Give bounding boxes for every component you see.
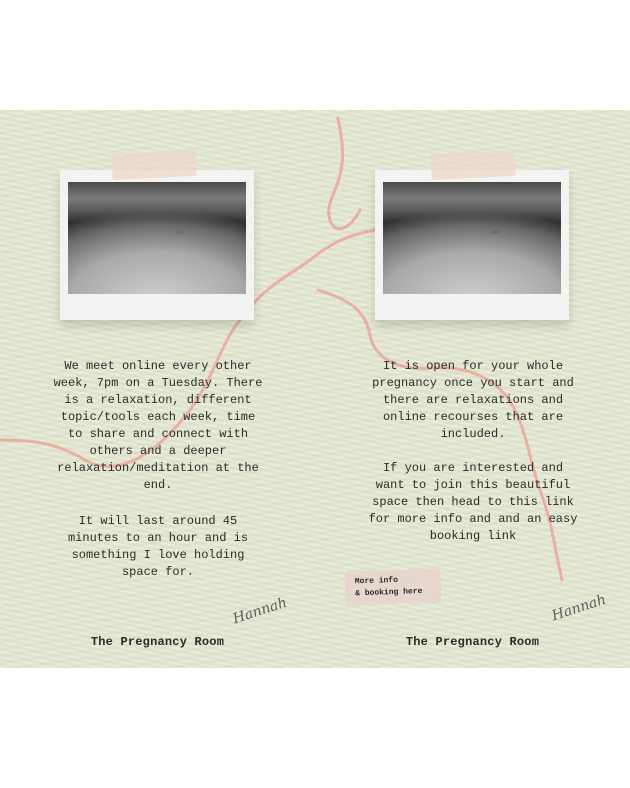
schedule-paragraph: We meet online every other week, 7pm on a Tuesday. There is a relaxation, different topic/tools each week, time to share and connect with others and a deeper relaxation/meditation at the end. (53, 359, 263, 492)
right-card (315, 110, 630, 668)
duration-paragraph: It will last around 45 minutes to an hour and is something I love holding space for. (67, 514, 249, 579)
washi-tape (430, 150, 515, 180)
pregnant-belly-photo (383, 182, 561, 294)
flyer-panel (0, 110, 630, 668)
pregnant-belly-photo (68, 182, 246, 294)
access-paragraph: It is open for your whole pregnancy once you start and there are relaxations and online recourses that are included. (372, 359, 574, 441)
footer-title: The Pregnancy Room (405, 635, 540, 649)
join-paragraph: If you are interested and want to join this beautiful space then head to this link for more info and and an easy booking link (368, 461, 578, 543)
pregnancy-photo-polaroid (60, 170, 254, 320)
washi-tape (111, 150, 196, 180)
more-info-label: More info (354, 575, 399, 587)
left-card (0, 110, 315, 668)
pregnancy-photo-polaroid (375, 170, 569, 320)
signature-text: Hannah (230, 594, 290, 628)
signature-text: Hannah (549, 591, 609, 625)
booking-here-label: & booking here (355, 586, 423, 599)
footer-title: The Pregnancy Room (90, 635, 225, 649)
more-info-booking-link[interactable] (344, 568, 441, 605)
